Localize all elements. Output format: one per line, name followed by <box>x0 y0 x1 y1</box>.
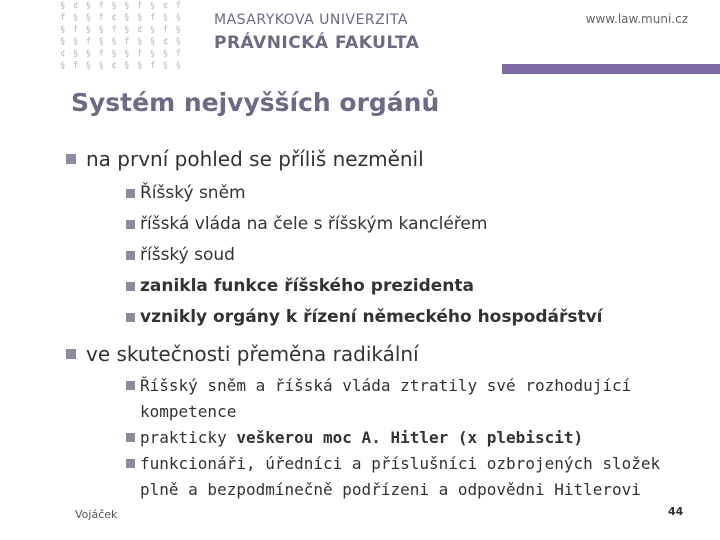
square-bullet-icon <box>66 154 76 164</box>
square-bullet-icon <box>126 459 135 468</box>
bullet-list <box>64 178 714 333</box>
list-item <box>64 209 714 240</box>
slide-content <box>64 146 714 503</box>
list-item-text: Říšský sněm <box>140 183 246 203</box>
page-number: 44 <box>668 505 684 518</box>
list-item-text: vznikly orgány k řízení německého hospodářství <box>140 307 603 327</box>
square-bullet-icon <box>126 433 135 442</box>
list-item <box>64 373 700 425</box>
section-heading-text: ve skutečnosti přeměna radikální <box>86 342 419 366</box>
square-bullet-icon <box>126 282 135 291</box>
square-bullet-icon <box>126 220 135 229</box>
list-item <box>64 451 700 503</box>
list-item <box>64 302 714 333</box>
list-item-text: zanikla funkce říšského prezidenta <box>140 276 474 296</box>
website-url: www.law.muni.cz <box>585 12 688 26</box>
list-item-text: říšská vláda na čele s říšským kancléřem <box>140 214 488 234</box>
square-bullet-icon <box>126 251 135 260</box>
logo-pattern: § ¢ § f § § f § ¢ f f § § f ¢ § § f § § § f § § f § ¢ § f § § § f § § f § § ¢ § ¢ § § f § § f § § f § f § § ¢ § § f § § <box>60 1 182 71</box>
section-heading <box>64 146 714 172</box>
footer-author: Vojáček <box>75 508 118 521</box>
university-name: MASARYKOVA UNIVERZITA <box>214 12 408 28</box>
list-item <box>64 240 714 271</box>
square-bullet-icon <box>126 189 135 198</box>
list-item-text: Říšský sněm a říšská vláda ztratily své rozhodující kompetence <box>140 376 632 421</box>
faculty-name: PRÁVNICKÁ FAKULTA <box>214 33 420 53</box>
list-item-text: říšský soud <box>140 245 235 265</box>
accent-bar <box>502 64 720 74</box>
section-heading <box>64 341 714 367</box>
list-item-text: funkcionáři, úředníci a příslušníci ozbrojených složek plně a bezpodmínečně podřízeni a odpovědni Hitlerovi <box>140 454 661 499</box>
square-bullet-icon <box>126 313 135 322</box>
list-item-text: prakticky <box>140 428 237 447</box>
list-item <box>64 425 714 451</box>
section-heading-text: na první pohled se příliš nezměnil <box>86 147 424 171</box>
list-item <box>64 271 714 302</box>
list-item <box>64 178 714 209</box>
square-bullet-icon <box>126 381 135 390</box>
slide-title: Systém nejvyšších orgánů <box>71 88 440 117</box>
list-item-bold-text: veškerou moc A. Hitler (x plebiscit) <box>236 428 584 447</box>
square-bullet-icon <box>66 349 76 359</box>
bullet-list <box>64 373 714 503</box>
